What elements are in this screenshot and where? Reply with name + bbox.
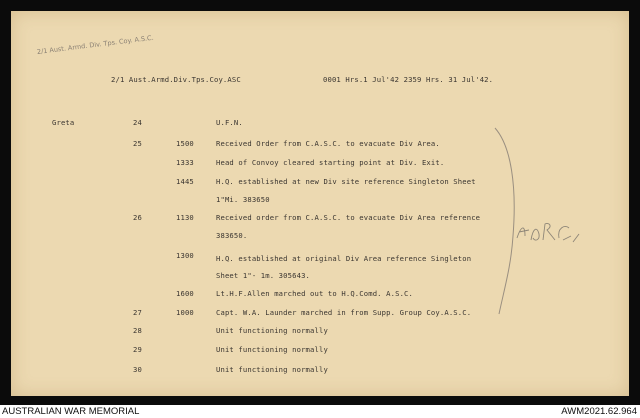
entry-text: Sheet 1"- 1m. 305643. bbox=[216, 271, 311, 280]
entry-text: H.Q. established at original Div Area reference Singleton bbox=[216, 254, 472, 263]
entry-text: Unit functioning normally bbox=[216, 365, 328, 374]
entry-text: 1"Mi. 383650 bbox=[216, 195, 270, 204]
archive-footer bbox=[0, 405, 640, 418]
entry-text: 383650. bbox=[216, 231, 248, 240]
entry-time: 1500 bbox=[176, 139, 194, 148]
entry-text: U.F.N. bbox=[216, 118, 243, 127]
archive-name: AUSTRALIAN WAR MEMORIAL bbox=[2, 406, 140, 417]
handwritten-initials-signature bbox=[513, 216, 583, 248]
entry-time: 1333 bbox=[176, 158, 194, 167]
entry-day: 30 bbox=[133, 365, 142, 374]
entry-text: Unit functioning normally bbox=[216, 326, 328, 335]
entry-text: Lt.H.F.Allen marched out to H.Q.Comd. A.S.C. bbox=[216, 289, 413, 298]
header-unit: 2/1 Aust.Armd.Div.Tps.Coy.ASC bbox=[111, 75, 241, 84]
entry-text: H.Q. established at new Div site reference Singleton Sheet bbox=[216, 177, 476, 186]
entry-time: 1600 bbox=[176, 289, 194, 298]
entry-day: 25 bbox=[133, 139, 142, 148]
entry-time: 1445 bbox=[176, 177, 194, 186]
entry-text: Unit functioning normally bbox=[216, 345, 328, 354]
archive-reference: AWM2021.62.964 bbox=[561, 406, 637, 417]
entry-text: Received order from C.A.S.C. to evacuate Div Area reference bbox=[216, 213, 481, 222]
entry-text: Received Order from C.A.S.C. to evacuate Div Area. bbox=[216, 139, 440, 148]
entry-day: 29 bbox=[133, 345, 142, 354]
entry-day: 24 bbox=[133, 118, 142, 127]
entry-text: Capt. W.A. Launder marched in from Supp. Group Coy.A.S.C. bbox=[216, 308, 472, 317]
entry-day: 27 bbox=[133, 308, 142, 317]
place-label: Greta bbox=[52, 118, 75, 127]
entry-text: Head of Convoy cleared starting point at Div. Exit. bbox=[216, 158, 445, 167]
war-diary-page bbox=[11, 11, 629, 396]
entry-time: 1000 bbox=[176, 308, 194, 317]
pencil-annotation: 2/1 Aust. Armd. Div. Tps. Coy. A.S.C. bbox=[36, 33, 155, 56]
header-period: 0001 Hrs.1 Jul'42 2359 Hrs. 31 Jul'42. bbox=[323, 75, 494, 84]
entry-time: 1300 bbox=[176, 251, 194, 260]
entry-day: 26 bbox=[133, 213, 142, 222]
entry-day: 28 bbox=[133, 326, 142, 335]
entry-time: 1130 bbox=[176, 213, 194, 222]
